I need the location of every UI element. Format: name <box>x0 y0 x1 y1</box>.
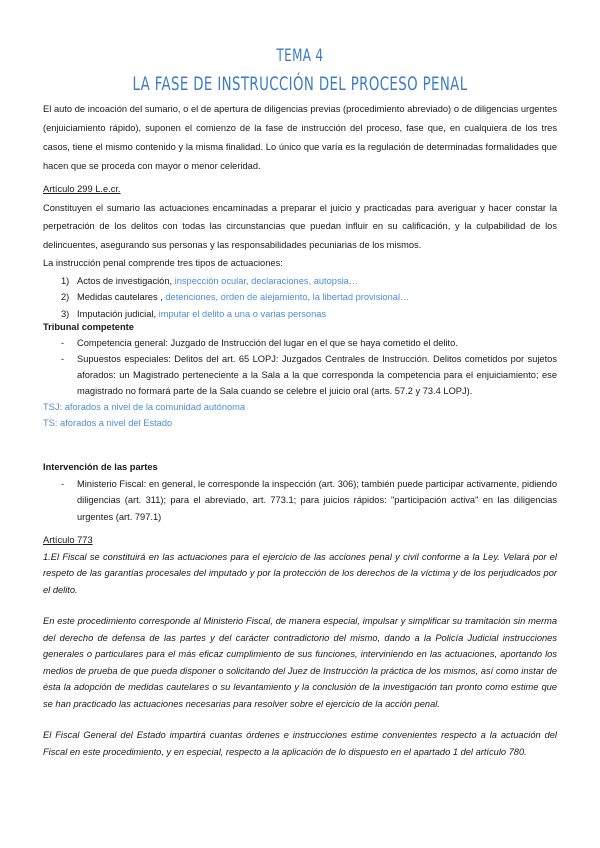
dash: - <box>61 478 65 489</box>
list-number: 2) <box>61 292 70 302</box>
list-item <box>43 273 557 290</box>
section-heading: Artículo 773 <box>43 535 93 545</box>
section-art-773 <box>43 532 557 760</box>
list-item <box>43 351 557 399</box>
paragraph: La instrucción penal comprende tres tipos de actuaciones: <box>43 258 283 268</box>
item-label: Imputación judicial, <box>77 308 159 319</box>
paragraph: El Fiscal General del Estado impartirá cuantas órdenes e instrucciones estime convenientes respecto a la actuación del Fiscal en este procedimiento, y en especial, respecto a la aplicación de lo dispuesto en el apartado 1 del artículo 780. <box>43 730 557 757</box>
list-number: 1) <box>61 275 70 286</box>
item-label: Actos de investigación, <box>77 275 175 286</box>
section-heading: Tribunal competente <box>43 322 134 332</box>
page-title: LA FASE DE INSTRUCCIÓN DEL PROCESO PENAL <box>132 73 468 95</box>
section-heading: Intervención de las partes <box>43 462 158 472</box>
section-tribunal <box>43 319 557 431</box>
section-art-299 <box>43 180 557 322</box>
item-text: Ministerio Fiscal: en general, le corresponde la inspección (art. 306); también puede participar activamente, pidiendo diligencias (art. 311); para el abreviado, art. 773.1; para juicios rápidos: "participación activa" en las diligencias urgentes (art. 797.1) <box>77 478 557 522</box>
paragraph: En este procedimiento corresponde al Ministerio Fiscal, de manera especial, impulsar y simplificar su tramitación sin merma del derecho de defensa de las partes y del carácter contradictorio del mismo, dando a la Policía Judicial instrucciones generales o particulares para el más eficaz cumplimiento de sus funciones, interviniendo en las actuaciones, aportando los medios de prueba de que pueda disponer o solicitando del Juez de Instrucción la práctica de los mismos, así como instar de ésta la adopción de medidas cautelares o su levantamiento y la conclusión de la investigación tan pronto como estime que se han practicado las actuaciones necesarias para resolver sobre el ejercicio de la acción penal. <box>43 616 557 709</box>
list-item <box>43 335 557 351</box>
dash: - <box>61 338 65 348</box>
intro-paragraph: El auto de incoación del sumario, o el de apertura de diligencias previas (procedimiento abreviado) o de diligencias urgentes (enjuiciamiento rápido), suponen el comienzo de la fase de instrucción del proceso, fase que, en cualquiera de los tres casos, tiene el mismo contenido y la misma finalidad. Lo único que varía es la regulación de determinadas formalidades que hacen que se proceda con mayor o menor celeridad. <box>43 104 557 171</box>
note: TSJ: aforados a nivel de la comunidad autónoma <box>43 402 246 412</box>
dash: - <box>61 354 65 364</box>
list-item <box>43 289 557 306</box>
item-text: Competencia general: Juzgado de Instrucción del lugar en el que se haya cometido el delito. <box>77 338 458 348</box>
paragraph: 1.El Fiscal se constituirá en las actuaciones para el ejercicio de las acciones penal y civil conforme a la Ley. Velará por el respeto de las garantías procesales del imputado y por la protección de los derechos de la víctima y de los perjudicados por el delito. <box>43 551 557 595</box>
item-detail: inspección ocular, declaraciones, autopsia… <box>174 275 359 286</box>
section-intervencion <box>43 459 557 525</box>
list-number: 3) <box>61 308 70 319</box>
list-item <box>43 476 557 526</box>
paragraph: Constituyen el sumario las actuaciones encaminadas a preparar el juicio y practicadas para averiguar y hacer constar la perpetración de los delitos con todas las circunstancias que puedan influir en su calificación, y la culpabilidad de los delincuentes, asegurando sus personas y las responsabilidades pecuniarias de los mismos. <box>43 202 557 250</box>
note: TS: aforados a nivel del Estado <box>43 418 173 428</box>
item-label: Medidas cautelares , <box>77 292 166 302</box>
item-detail: detenciones, orden de alejamiento, la libertad provisional… <box>165 292 410 302</box>
item-detail: imputar el delito a una o varias personas <box>158 308 327 319</box>
topic-number: TEMA 4 <box>276 46 324 66</box>
section-heading: Artículo 299 L.e.cr. <box>43 184 121 194</box>
item-text: Supuestos especiales: Delitos del art. 65 LOPJ: Juzgados Centrales de Instrucción. Delitos cometidos por sujetos aforados: un Magistrado perteneciente a la Sala a la que corresponda la competencia para el enjuiciamiento; ese magistrado no formará parte de la Sala cuando se celebre el juicio oral (arts. 57.2 y 73.4 LOPJ). <box>77 354 557 396</box>
